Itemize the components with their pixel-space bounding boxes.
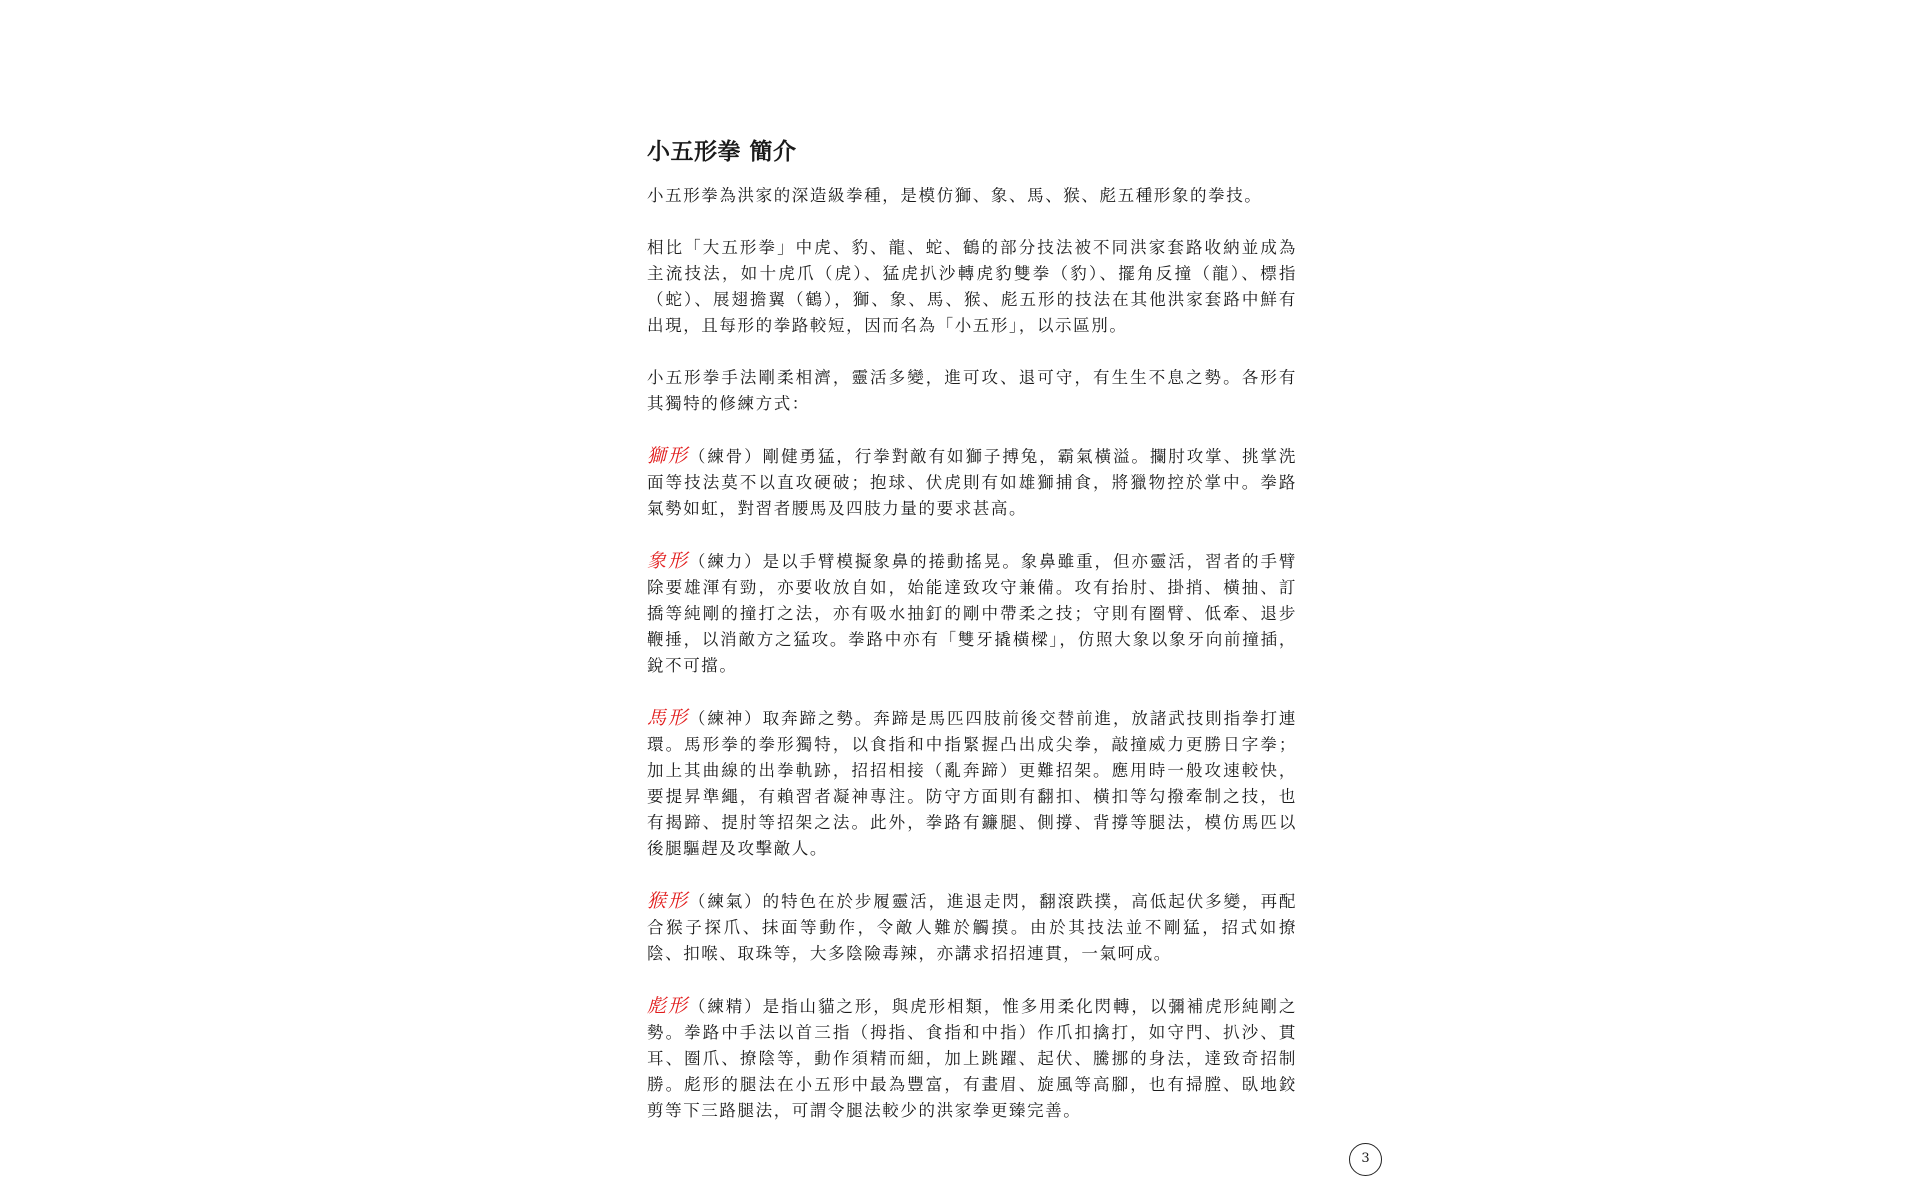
comparison-paragraph: 相比「大五形拳」中虎、豹、龍、蛇、鶴的部分技法被不同洪家套路收納並成為主流技法，如十虎爪（虎）、猛虎扒沙轉虎豹雙拳（豹）、擺角反撞（龍）、標指（蛇）、展翅擔翼（鶴），獅、象、馬、猴、彪五形的技法在其他洪家套路中鮮有出現，且每形的拳路較短，因而名為「小五形」，以示區別。 bbox=[647, 238, 1297, 335]
elephant-form-name: 象形 bbox=[647, 550, 689, 572]
panther-form-text: （練精）是指山貓之形，與虎形相類，惟多用柔化閃轉，以彌補虎形純剛之勢。拳路中手法以首三指（拇指、食指和中指）作爪扣擒打，如守門、扒沙、貫耳、圈爪、撩陰等，動作須精而細，加上跳躍、起伏、騰挪的身法，達致奇招制勝。彪形的腿法在小五形中最為豐富，有畫眉、旋風等高腳，也有掃膛、臥地鉸剪等下三路腿法，可謂令腿法較少的洪家拳更臻完善。 bbox=[647, 997, 1297, 1120]
horse-form-name: 馬形 bbox=[647, 707, 689, 729]
page-title: 小五形拳 簡介 bbox=[647, 139, 797, 165]
lion-form-text: （練骨）剛健勇猛，行拳對敵有如獅子搏兔，霸氣橫溢。攔肘攻掌、挑掌洗面等技法莫不以直攻硬破；抱球、伏虎則有如雄獅捕食，將獵物控於掌中。拳路氣勢如虹，對習者腰馬及四肢力量的要求甚高。 bbox=[647, 447, 1297, 518]
horse-form-text: （練神）取奔蹄之勢。奔蹄是馬匹四肢前後交替前進，放諸武技則指拳打連環。馬形拳的拳形獨特，以食指和中指緊握凸出成尖拳，敲撞威力更勝日字拳；加上其曲線的出拳軌跡，招招相接（亂奔蹄）更難招架。應用時一般攻速較快，要提昇準繩，有賴習者凝神專注。防守方面則有翻扣、橫扣等勾撥牽制之技，也有揭蹄、提肘等招架之法。此外，拳路有鐮腿、側撐、背撐等腿法，模仿馬匹以後腿驅趕及攻擊敵人。 bbox=[647, 709, 1297, 858]
panther-form-name: 彪形 bbox=[647, 995, 689, 1017]
monkey-form-paragraph bbox=[647, 888, 1297, 967]
elephant-form-paragraph bbox=[647, 548, 1297, 679]
intro-paragraph: 小五形拳為洪家的深造級拳種，是模仿獅、象、馬、猴、彪五種形象的拳技。 bbox=[647, 186, 1263, 205]
horse-form-paragraph bbox=[647, 705, 1297, 862]
page-number-badge: 3 bbox=[1349, 1143, 1382, 1176]
monkey-form-name: 猴形 bbox=[647, 890, 689, 912]
training-overview-paragraph: 小五形拳手法剛柔相濟，靈活多變，進可攻、退可守，有生生不息之勢。各形有其獨特的修練方式： bbox=[647, 368, 1297, 413]
elephant-form-text: （練力）是以手臂模擬象鼻的捲動搖晃。象鼻雖重，但亦靈活，習者的手臂除要雄渾有勁，亦要收放自如，始能達致攻守兼備。攻有抬肘、掛捎、橫抽、訂撟等純剛的撞打之法，亦有吸水抽釘的剛中帶柔之技；守則有圈臂、低牽、退步鞭捶，以消敵方之猛攻。拳路中亦有「雙牙撬橫樑」，仿照大象以象牙向前撞插，銳不可擋。 bbox=[647, 552, 1297, 675]
lion-form-paragraph bbox=[647, 443, 1297, 522]
page-content bbox=[647, 137, 1297, 1150]
panther-form-paragraph bbox=[647, 993, 1297, 1124]
lion-form-name: 獅形 bbox=[647, 445, 689, 467]
monkey-form-text: （練氣）的特色在於步履靈活，進退走閃，翻滾跌撲，高低起伏多變，再配合猴子探爪、抹面等動作，令敵人難於觸摸。由於其技法並不剛猛，招式如撩陰、扣喉、取珠等，大多陰險毒辣，亦講求招招連貫，一氣呵成。 bbox=[647, 892, 1297, 963]
